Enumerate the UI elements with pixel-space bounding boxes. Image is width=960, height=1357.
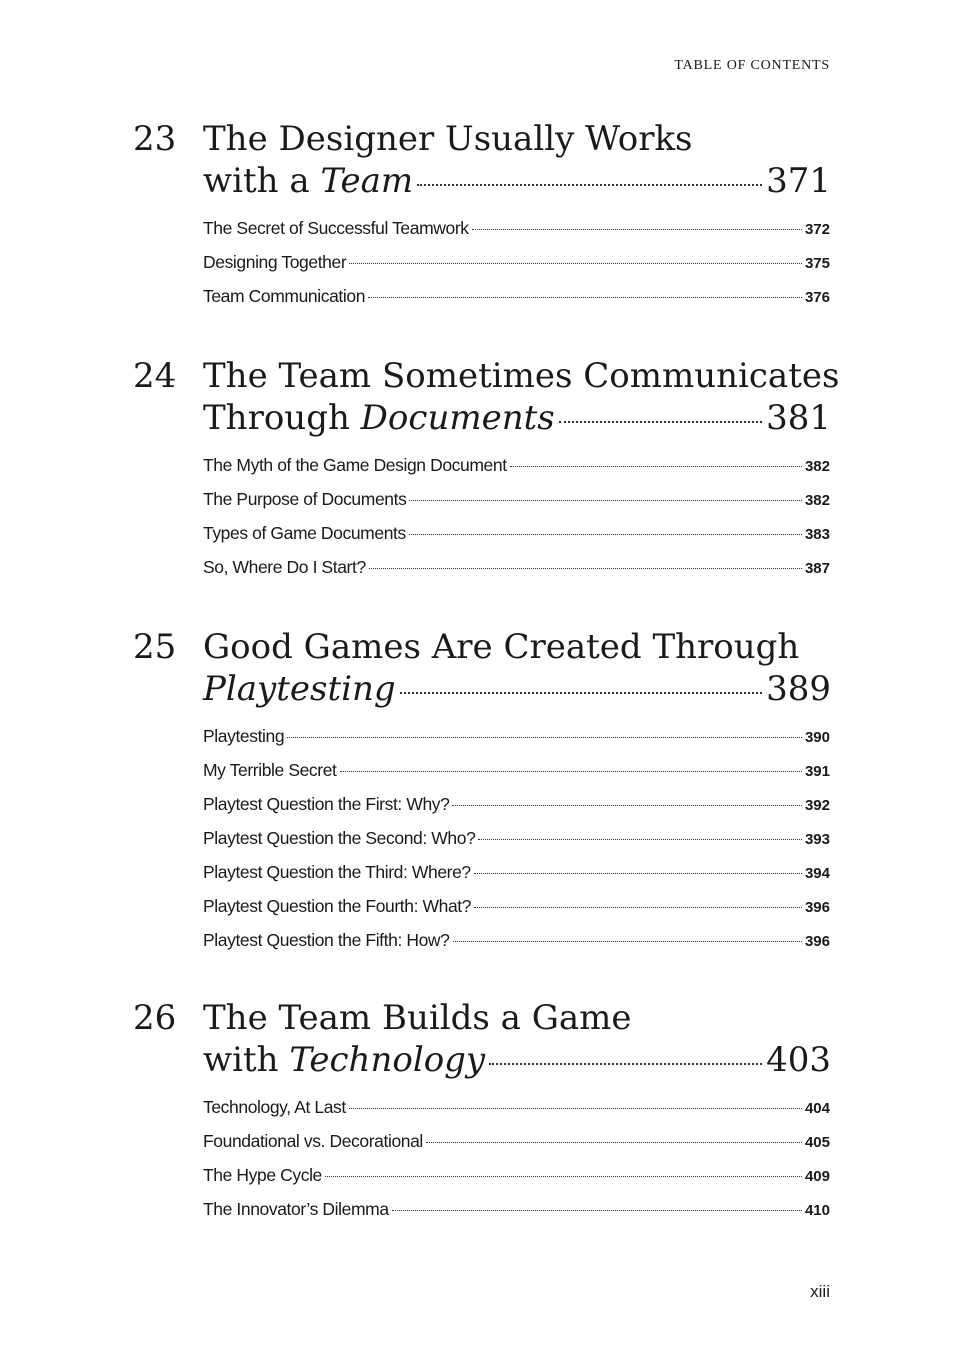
section-entry [203, 218, 830, 252]
section-title: The Secret of Successful Teamwork [203, 218, 469, 238]
section-page-number: 375 [804, 255, 830, 272]
chapter-title-italic: Documents [360, 398, 555, 438]
dot-leader [325, 1176, 802, 1177]
section-page-number: 382 [804, 492, 830, 509]
section-title: Technology, At Last [203, 1097, 346, 1117]
section-page-number: 372 [804, 221, 830, 238]
dot-leader [392, 1210, 802, 1211]
dot-leader [409, 500, 802, 501]
section-title: The Myth of the Game Design Document [203, 455, 507, 475]
section-page-number: 396 [804, 899, 830, 916]
chapter-title-plain: Through [203, 398, 361, 438]
chapter-title [203, 997, 831, 1081]
section-title: Playtest Question the Second: Who? [203, 828, 476, 848]
section-page-number: 390 [804, 729, 830, 746]
section-page-number: 387 [804, 560, 830, 577]
section-page-number: 391 [804, 763, 830, 780]
chapter-title-italic: Team [320, 161, 414, 201]
dot-leader [349, 1108, 802, 1109]
section-entry [203, 286, 830, 320]
dot-leader [400, 692, 762, 694]
dot-leader [368, 297, 802, 298]
section-title: Playtesting [203, 726, 285, 746]
section-title: Team Communication [203, 286, 366, 306]
chapter-number: 26 [133, 998, 177, 1038]
chapter-title-italic: Playtesting [203, 669, 396, 709]
section-title: The Hype Cycle [203, 1165, 322, 1185]
section-entry [203, 1097, 830, 1131]
section-title: Playtest Question the Third: Where? [203, 862, 471, 882]
section-list [203, 1097, 830, 1233]
dot-leader [417, 184, 762, 186]
section-list [203, 726, 830, 964]
section-page-number: 405 [804, 1134, 830, 1151]
section-title: Foundational vs. Decorational [203, 1131, 423, 1151]
chapter-number: 23 [133, 119, 177, 159]
section-entry [203, 896, 830, 930]
section-title: Types of Game Documents [203, 523, 406, 543]
section-entry [203, 1165, 830, 1199]
section-entry [203, 489, 830, 523]
section-entry [203, 523, 830, 557]
section-title: So, Where Do I Start? [203, 557, 366, 577]
running-head: TABLE OF CONTENTS [674, 58, 830, 73]
section-entry [203, 557, 830, 591]
chapter-page-number: 371 [766, 161, 831, 201]
section-title: Playtest Question the First: Why? [203, 794, 450, 814]
section-page-number: 382 [804, 458, 830, 475]
chapter-title-line2 [203, 397, 831, 439]
chapter-title [203, 626, 831, 710]
section-title: The Purpose of Documents [203, 489, 407, 509]
dot-leader [453, 941, 802, 942]
chapter-title-line1: The Team Builds a Game [203, 998, 632, 1038]
dot-leader [474, 873, 802, 874]
section-page-number: 393 [804, 831, 830, 848]
dot-leader [369, 568, 802, 569]
chapter-page-number: 389 [766, 669, 831, 709]
page-number: xiii [810, 1282, 830, 1301]
chapter-number: 25 [133, 627, 177, 667]
section-entry [203, 862, 830, 896]
dot-leader [559, 421, 762, 423]
section-title: Playtest Question the Fifth: How? [203, 930, 450, 950]
section-entry [203, 794, 830, 828]
chapter-title-line1: The Designer Usually Works [203, 119, 693, 159]
section-entry [203, 930, 830, 964]
section-title: My Terrible Secret [203, 760, 337, 780]
dot-leader [287, 737, 802, 738]
chapter-title-plain: with a [203, 161, 321, 201]
section-page-number: 409 [804, 1168, 830, 1185]
section-title: Designing Together [203, 252, 347, 272]
section-page-number: 394 [804, 865, 830, 882]
dot-leader [478, 839, 802, 840]
chapter-title-plain: with [203, 1040, 290, 1080]
section-page-number: 383 [804, 526, 830, 543]
section-page-number: 410 [804, 1202, 830, 1219]
section-entry [203, 455, 830, 489]
section-title: Playtest Question the Fourth: What? [203, 896, 472, 916]
dot-leader [489, 1063, 762, 1065]
section-list [203, 218, 830, 320]
section-page-number: 376 [804, 289, 830, 306]
section-page-number: 404 [804, 1100, 830, 1117]
chapter-title-line2 [203, 668, 831, 710]
chapter-title-line1: Good Games Are Created Through [203, 627, 800, 667]
section-entry [203, 1131, 830, 1165]
chapter-title-line1: The Team Sometimes Communicates [203, 356, 840, 396]
dot-leader [510, 466, 802, 467]
chapter-title [203, 118, 831, 202]
dot-leader [409, 534, 802, 535]
chapter-title [203, 355, 840, 439]
chapter-number: 24 [133, 356, 177, 396]
dot-leader [349, 263, 802, 264]
dot-leader [472, 229, 802, 230]
dot-leader [452, 805, 801, 806]
chapter-title-line2 [203, 160, 831, 202]
chapter-page-number: 381 [766, 398, 831, 438]
section-entry [203, 252, 830, 286]
chapter-title-line2 [203, 1039, 831, 1081]
section-page-number: 396 [804, 933, 830, 950]
dot-leader [340, 771, 802, 772]
chapter-page-number: 403 [766, 1040, 831, 1080]
dot-leader [426, 1142, 802, 1143]
section-entry [203, 760, 830, 794]
dot-leader [474, 907, 802, 908]
section-page-number: 392 [804, 797, 830, 814]
section-title: The Innovator’s Dilemma [203, 1199, 389, 1219]
section-entry [203, 1199, 830, 1233]
section-list [203, 455, 830, 591]
section-entry [203, 828, 830, 862]
chapter-title-italic: Technology [289, 1040, 486, 1080]
section-entry [203, 726, 830, 760]
